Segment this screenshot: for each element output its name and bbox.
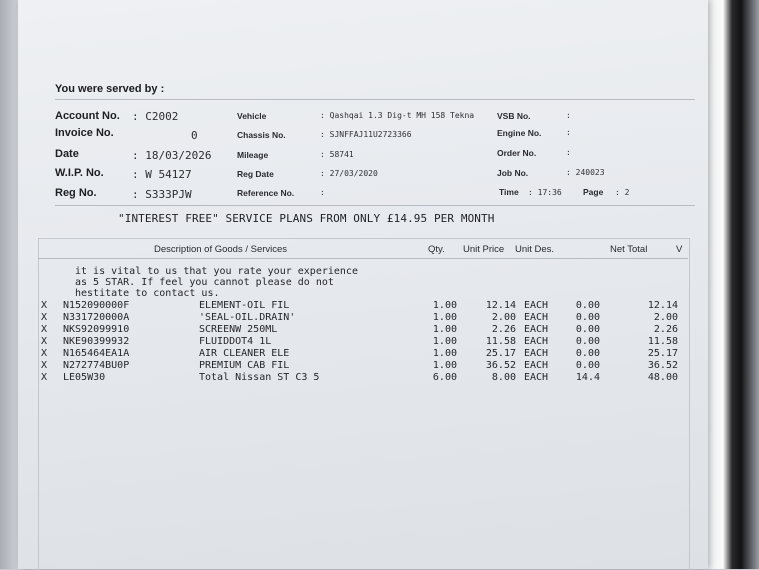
item-qty: 1.00 [432,360,457,371]
promo-banner: "INTEREST FREE" SERVICE PLANS FROM ONLY £14.95 PER MONTH [118,212,495,225]
item-disc: 0.00 [575,360,600,371]
mileage-label: Mileage [237,150,269,160]
table-row [18,336,708,347]
time-label: Time [499,187,519,197]
item-unit: EACH [524,336,549,347]
divider [55,205,695,206]
item-total: 12.14 [647,300,678,311]
item-desc: ELEMENT-OIL FIL [199,300,290,311]
date-label: Date [55,148,79,160]
item-part: N165464EA1A [63,348,130,359]
column-header-description: Description of Goods / Services [154,244,288,255]
vsb-label: VSB No. [497,111,531,121]
divider [55,99,695,100]
reference-value: : [320,188,325,197]
column-header-v: V [676,244,683,255]
invoice-sheet [18,0,708,569]
table-row [18,372,708,383]
reg-label: Reg No. [55,187,97,199]
column-header-unit-price: Unit Price [463,244,505,255]
item-disc: 0.00 [575,300,600,311]
item-disc: 0.00 [575,348,600,359]
item-part: N152090000F [63,300,130,311]
item-disc: 0.00 [575,324,600,335]
desk-background-right [699,0,759,569]
reference-label: Reference No. [237,188,295,198]
item-total: 2.00 [653,312,678,323]
item-mark: X [41,300,48,311]
job-value: : 240023 [566,168,605,177]
item-total: 25.17 [647,348,678,359]
page-label: Page [583,187,604,197]
item-price: 11.58 [485,336,516,347]
table-row [18,348,708,359]
item-desc: AIR CLEANER ELE [199,348,290,359]
item-price: 25.17 [485,348,516,359]
item-qty: 1.00 [432,300,457,311]
item-price: 2.00 [491,312,516,323]
item-mark: X [41,324,48,335]
item-total: 11.58 [647,336,678,347]
account-label: Account No. [55,110,120,122]
served-by-label: You were served by : [55,83,165,95]
reg-date-label: Reg Date [237,169,274,179]
item-price: 12.14 [485,300,516,311]
item-qty: 6.00 [432,372,457,383]
item-qty: 1.00 [432,324,457,335]
wip-label: W.I.P. No. [55,167,104,179]
column-header-net-total: Net Total [610,244,648,255]
date-value: : 18/03/2026 [132,149,212,162]
item-total: 36.52 [647,360,678,371]
chassis-label: Chassis No. [237,130,286,140]
order-value: : [566,148,571,157]
item-price: 2.26 [491,324,516,335]
table-row [18,300,708,311]
item-mark: X [41,372,48,383]
account-value: : C2002 [132,110,179,123]
item-mark: X [41,348,48,359]
item-desc: PREMIUM CAB FIL [199,360,290,371]
item-part: NKE90399932 [63,336,130,347]
item-price: 36.52 [485,360,516,371]
item-total: 48.00 [647,372,678,383]
item-total: 2.26 [653,324,678,335]
item-price: 8.00 [491,372,516,383]
item-part: N272774BU0P [63,360,130,371]
item-qty: 1.00 [432,336,457,347]
engine-label: Engine No. [497,128,542,138]
reg-value: : S333PJW [132,188,192,201]
invoice-value: 0 [191,129,198,142]
note-line: as 5 STAR. If feel you cannot please do not [75,277,334,288]
column-header-qty: Qty. [428,244,445,255]
note-line: it is vital to us that you rate your experience [75,266,358,277]
item-unit: EACH [524,360,549,371]
table-row [18,324,708,335]
item-part: N331720000A [63,312,130,323]
table-row [18,312,708,323]
engine-value: : [566,128,571,137]
item-mark: X [41,312,48,323]
item-unit: EACH [524,300,549,311]
vsb-value: : [566,111,571,120]
vehicle-value: : Qashqai 1.3 Dig-t MH 158 Tekna [320,111,475,120]
item-qty: 1.00 [432,348,457,359]
table-header-rule [38,258,688,259]
wip-value: : W 54127 [132,168,192,181]
job-label: Job No. [497,168,529,178]
page-value: : 2 [615,188,630,197]
vehicle-label: Vehicle [237,111,267,121]
note-line: hestitate to contact us. [75,288,220,299]
invoice-label: Invoice No. [55,127,114,139]
item-mark: X [41,336,48,347]
time-value: : 17:36 [528,188,562,197]
column-header-unit-des: Unit Des. [515,244,555,255]
reg-date-value: : 27/03/2020 [320,169,378,178]
item-disc: 14.4 [575,372,600,383]
item-unit: EACH [524,312,549,323]
item-unit: EACH [524,372,549,383]
item-qty: 1.00 [432,312,457,323]
item-part: NKS92099910 [63,324,130,335]
item-desc: SCREENW 250ML [199,324,278,335]
table-row [18,360,708,371]
item-desc: Total Nissan ST C3 5 [199,372,320,383]
item-desc: FLUIDDOT4 1L [199,336,272,347]
item-unit: EACH [524,324,549,335]
item-disc: 0.00 [575,312,600,323]
item-disc: 0.00 [575,336,600,347]
order-label: Order No. [497,148,537,158]
item-unit: EACH [524,348,549,359]
item-part: LE05W30 [63,372,106,383]
item-mark: X [41,360,48,371]
mileage-value: : 58741 [320,150,354,159]
item-desc: 'SEAL-OIL.DRAIN' [199,312,296,323]
chassis-value: : SJNFFAJ11U2723366 [320,130,412,139]
